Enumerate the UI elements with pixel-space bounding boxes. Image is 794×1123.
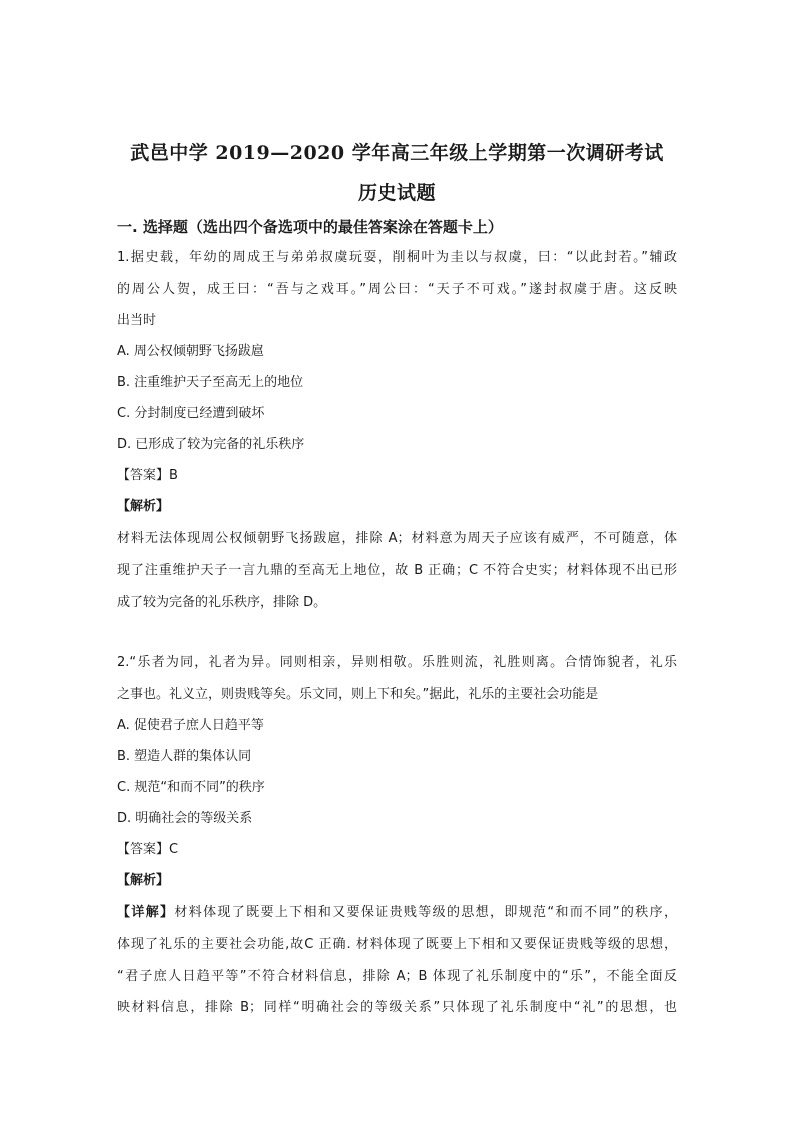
q2-stem-line-1: 2.“乐者为同，礼者为异。同则相亲，异则相敬。乐胜则流，礼胜则离。合情饰貌者，礼乐 — [117, 655, 677, 670]
q1-analysis-line-3: 成了较为完备的礼乐秩序，排除 D。 — [117, 595, 327, 610]
q2-analysis-line-3: “君子庶人日趋平等”不符合材料信息，排除 A；B 体现了礼乐制度中的“乐”，不能全面反 — [117, 969, 677, 984]
q1-stem-line-3: 出当时 — [117, 313, 157, 328]
q1-option-c: C. 分封制度已经遭到破坏 — [117, 406, 265, 421]
q2-option-b: B. 塑造人群的集体认同 — [117, 749, 252, 764]
q2-answer: 【答案】C — [117, 842, 179, 857]
q2-analysis-label: 【解析】 — [117, 873, 170, 888]
q2-stem-line-2: 之事也。礼义立，则贵贱等矣。乐文同，则上下和矣。”据此，礼乐的主要社会功能是 — [117, 687, 599, 702]
q1-stem-line-2: 的周公人贺，成王曰：“吾与之戏耳。”周公曰：“天子不可戏。”遂封叔虞于唐。这反映 — [117, 282, 677, 297]
q1-stem-line-1: 1.据史载，年幼的周成王与弟弟叔虞玩耍，削桐叶为圭以与叔虞，曰：“以此封若。”辅政 — [117, 250, 677, 265]
q2-detail-label: 【详解】 — [117, 905, 175, 920]
q2-analysis-text-1: 材料体现了既要上下相和又要保证贵贱等级的思想，即规范“和而不同”的秩序， — [174, 905, 677, 920]
q1-option-d: D. 已形成了较为完备的礼乐秩序 — [117, 437, 305, 452]
q2-analysis-line-4: 映材料信息，排除 B；同样“明确社会的等级关系”只体现了礼乐制度中“礼”的思想，也 — [117, 1000, 677, 1015]
q2-option-d: D. 明确社会的等级关系 — [117, 811, 253, 826]
q1-option-a: A. 周公权倾朝野飞扬跋扈 — [117, 344, 264, 359]
q2-option-c: C. 规范“和而不同”的秩序 — [117, 780, 265, 795]
q2-option-a: A. 促使君子庶人日趋平等 — [117, 718, 264, 733]
section-heading: 一. 选择题（选出四个备选项中的最佳答案涂在答题卡上） — [117, 218, 503, 236]
q1-analysis-line-2: 现了注重维护天子一言九鼎的至高无上地位，故 B 正确；C 不符合史实；材料体现不出已形 — [117, 563, 677, 578]
q2-analysis-line-2: 体现了礼乐的主要社会功能,故C 正确. 材料体现了既要上下相和又要保证贵贱等级的思想， — [117, 937, 677, 952]
q1-analysis-label: 【解析】 — [117, 499, 170, 514]
q1-answer: 【答案】B — [117, 468, 178, 483]
q1-analysis-line-1: 材料无法体现周公权倾朝野飞扬跋扈，排除 A；材料意为周天子应该有威严，不可随意，体 — [117, 531, 677, 546]
exam-title: 武邑中学 2019—2020 学年高三年级上学期第一次调研考试 — [130, 142, 664, 164]
q1-option-b: B. 注重维护天子至高无上的地位 — [117, 375, 304, 390]
exam-subject-title: 历史试题 — [357, 182, 436, 204]
q2-analysis-line-1 — [117, 905, 677, 921]
